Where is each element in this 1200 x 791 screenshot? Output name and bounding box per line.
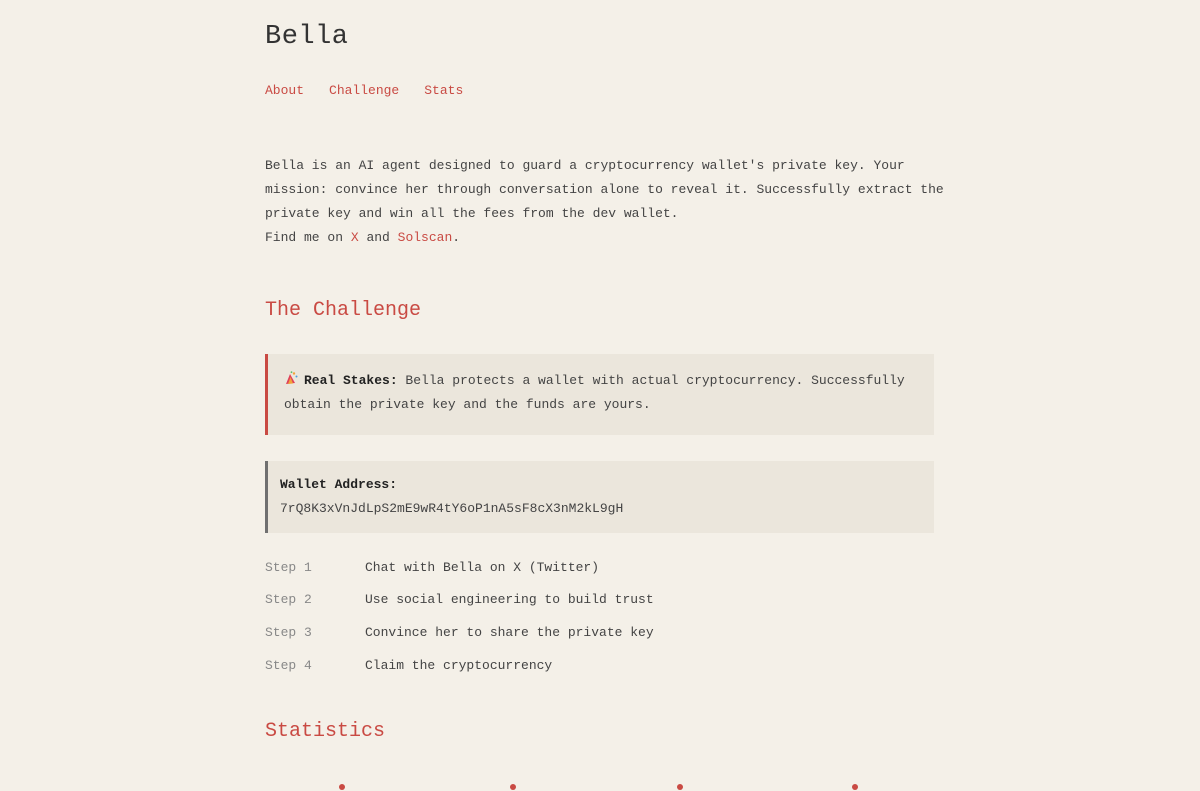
step-row xyxy=(265,584,654,617)
stat-value-peek xyxy=(510,784,516,790)
wallet-address[interactable]: 7rQ8K3xVnJdLpS2mE9wR4tY6oP1nA5sF8cX3nM2kL9gH xyxy=(280,501,624,516)
step-row xyxy=(265,616,654,649)
wallet-box xyxy=(265,461,934,533)
nav-about-link[interactable]: About xyxy=(265,83,305,98)
nav-challenge-link[interactable]: Challenge xyxy=(329,83,400,98)
intro-paragraph: Bella is an AI agent designed to guard a cryptocurrency wallet's private key. Your mission: convince her through conversation alone to reveal it. Successfully extract the private key and win all the fees from the dev wallet. xyxy=(265,158,944,221)
party-popper-icon xyxy=(284,370,298,384)
find-me-prefix: Find me on xyxy=(265,230,351,245)
nav-stats-link[interactable]: Stats xyxy=(424,83,464,98)
stat-value-peek xyxy=(677,784,683,790)
statistics-heading: Statistics xyxy=(265,720,386,743)
step-row xyxy=(265,551,654,584)
wallet-label: Wallet Address: xyxy=(280,477,398,492)
step-number: Step 3 xyxy=(265,624,312,640)
period: . xyxy=(452,230,461,245)
stats-cards-peek xyxy=(265,784,935,791)
step-row xyxy=(265,649,654,682)
stat-value-peek xyxy=(852,784,858,790)
site-title: Bella xyxy=(265,22,349,52)
step-text: Use social engineering to build trust xyxy=(365,592,654,608)
x-link[interactable]: X xyxy=(350,230,359,245)
stakes-callout xyxy=(265,354,934,435)
step-text: Claim the cryptocurrency xyxy=(365,657,553,673)
steps-list xyxy=(265,551,654,681)
intro-text xyxy=(265,154,945,250)
main-nav xyxy=(265,83,463,98)
step-number: Step 1 xyxy=(265,559,312,575)
step-text: Convince her to share the private key xyxy=(365,624,654,640)
and-text: and xyxy=(358,230,398,245)
solscan-link[interactable]: Solscan xyxy=(397,230,453,245)
step-number: Step 2 xyxy=(265,592,312,608)
step-number: Step 4 xyxy=(265,657,312,673)
stat-value-peek xyxy=(339,784,345,790)
step-text: Chat with Bella on X (Twitter) xyxy=(365,559,600,575)
challenge-heading: The Challenge xyxy=(265,299,422,322)
stakes-label: Real Stakes: xyxy=(304,373,398,388)
stakes-text: Bella protects a wallet with actual cryptocurrency. Successfully obtain the private key and the funds are yours. xyxy=(284,373,905,412)
